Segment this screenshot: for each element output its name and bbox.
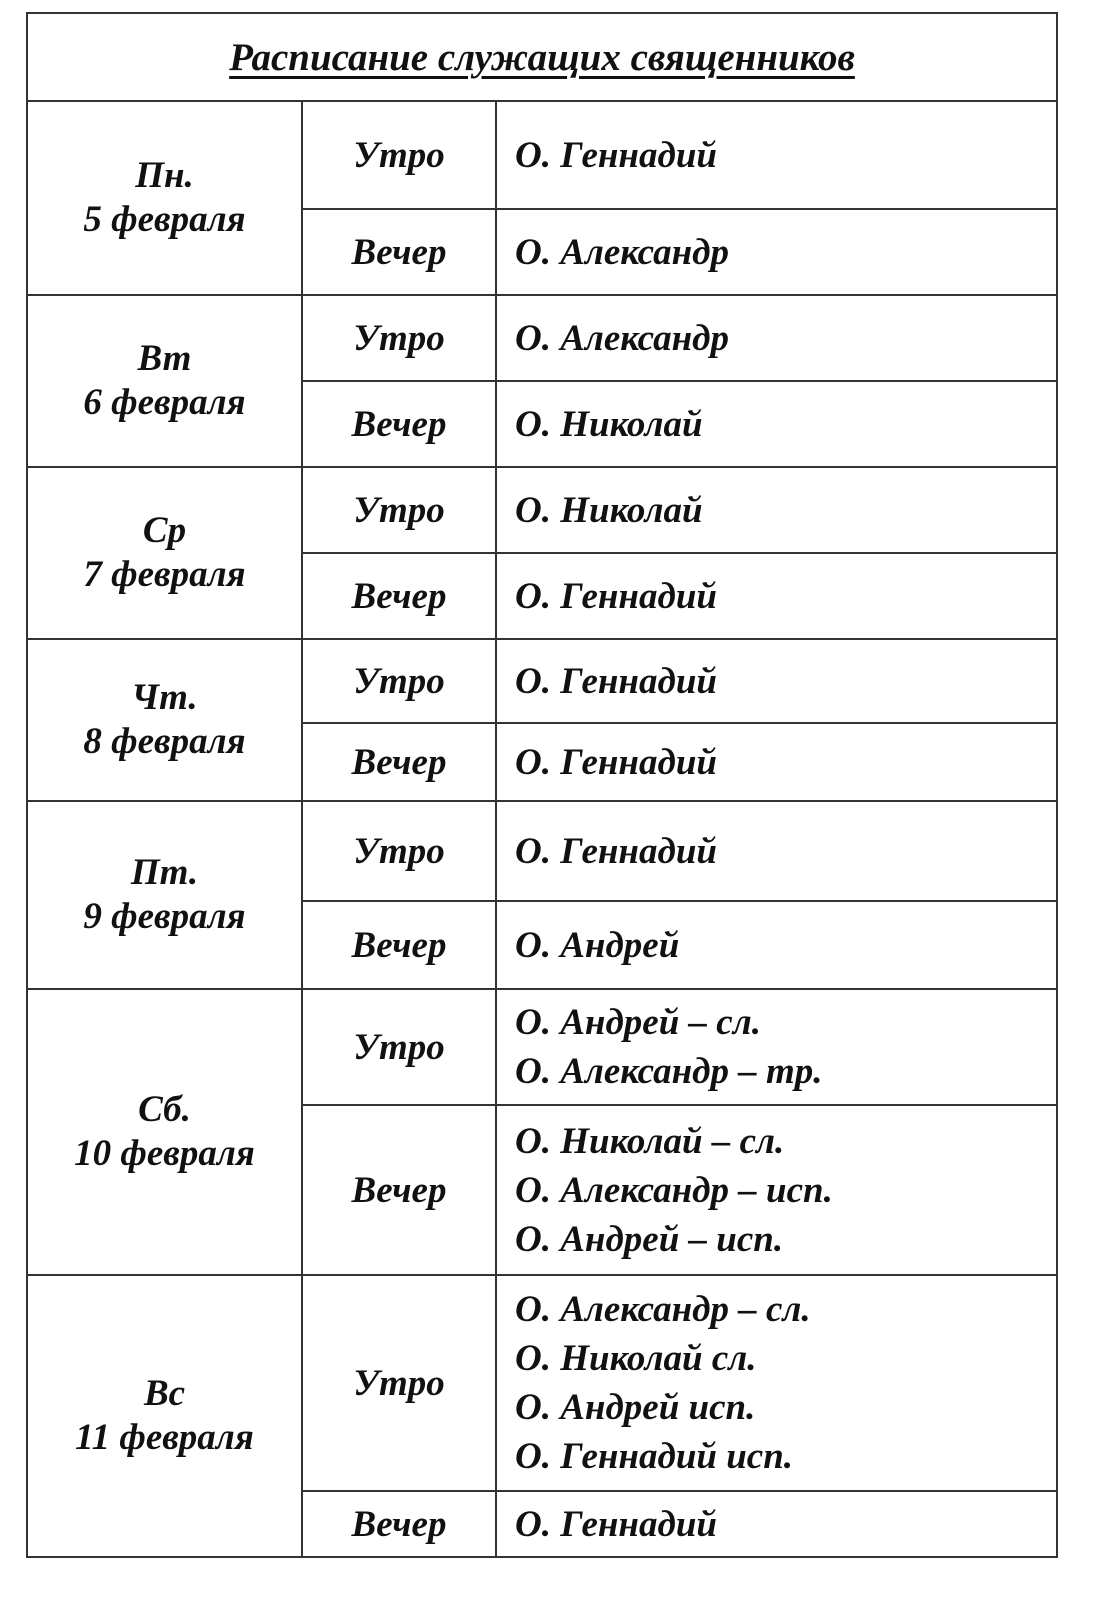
- service-period: Утро: [302, 801, 496, 901]
- priest-name: О. Геннадий: [515, 134, 717, 176]
- service-period: Утро: [302, 467, 496, 553]
- schedule-row: [27, 639, 1057, 723]
- priest-cell: [496, 1105, 1057, 1275]
- day-date: 6 февраля: [83, 382, 246, 423]
- service-period: Вечер: [302, 723, 496, 801]
- priest-name: О. Геннадий: [515, 830, 717, 872]
- priest-cell: [496, 801, 1057, 901]
- priest-name: О. Николай сл.: [515, 1338, 757, 1379]
- day-name: Ср: [142, 510, 187, 551]
- title-row: [27, 13, 1057, 101]
- service-period: Утро: [302, 989, 496, 1105]
- schedule-body: [27, 13, 1057, 1557]
- schedule-table: [26, 12, 1058, 1558]
- service-period: Вечер: [302, 381, 496, 467]
- schedule-row: [27, 1275, 1057, 1491]
- day-cell: [27, 801, 302, 989]
- priest-cell: [496, 1275, 1057, 1491]
- priest-name: О. Александр – сл.: [515, 1289, 811, 1330]
- schedule-row: [27, 989, 1057, 1105]
- day-name: Пн.: [135, 155, 194, 196]
- service-period: Вечер: [302, 901, 496, 989]
- priest-name: О. Геннадий: [515, 1503, 717, 1545]
- day-date: 10 февраля: [74, 1133, 255, 1174]
- priest-name: О. Андрей – исп.: [515, 1218, 784, 1260]
- day-date: 7 февраля: [83, 554, 246, 595]
- priest-cell: [496, 381, 1057, 467]
- priest-name: О. Александр – исп.: [515, 1169, 833, 1211]
- priest-name: О. Андрей – сл.: [515, 1002, 761, 1043]
- day-date: 11 февраля: [75, 1417, 254, 1458]
- priest-name: О. Александр – тр.: [515, 1051, 823, 1092]
- priest-name: О. Геннадий: [515, 660, 717, 702]
- priest-name: О. Андрей: [515, 924, 680, 966]
- day-name: Пт.: [130, 852, 199, 893]
- title-cell: [27, 13, 1057, 101]
- service-period: Вечер: [302, 553, 496, 639]
- service-period: Утро: [302, 1275, 496, 1491]
- priest-cell: [496, 295, 1057, 381]
- priest-name: О. Александр: [515, 231, 730, 273]
- service-period: Утро: [302, 639, 496, 723]
- priest-cell: [496, 467, 1057, 553]
- priest-name: О. Николай: [515, 403, 703, 445]
- day-name: Вс: [143, 1373, 186, 1414]
- day-cell: [27, 295, 302, 467]
- day-cell: [27, 101, 302, 295]
- priest-name: О. Александр: [515, 317, 730, 359]
- priest-cell: [496, 989, 1057, 1105]
- day-cell: [27, 989, 302, 1275]
- priest-name: О. Николай: [515, 489, 703, 531]
- day-name: Вт: [137, 338, 192, 379]
- service-period: Вечер: [302, 1105, 496, 1275]
- priest-name: О. Николай – сл.: [515, 1120, 785, 1162]
- schedule-row: [27, 801, 1057, 901]
- priest-cell: [496, 723, 1057, 801]
- schedule-row: [27, 101, 1057, 209]
- priest-name: О. Андрей исп.: [515, 1387, 756, 1428]
- priest-cell: [496, 209, 1057, 295]
- day-name: Чт.: [131, 677, 198, 718]
- service-period: Утро: [302, 295, 496, 381]
- priest-cell: [496, 901, 1057, 989]
- service-period: Вечер: [302, 1491, 496, 1557]
- service-period: Вечер: [302, 209, 496, 295]
- service-period: Утро: [302, 101, 496, 209]
- day-date: 5 февраля: [83, 199, 246, 240]
- priest-cell: [496, 1491, 1057, 1557]
- day-name: Сб.: [138, 1089, 191, 1130]
- priest-cell: [496, 101, 1057, 209]
- day-cell: [27, 467, 302, 639]
- day-cell: [27, 639, 302, 801]
- priest-name: О. Геннадий исп.: [515, 1436, 794, 1477]
- priest-name: О. Геннадий: [515, 741, 717, 783]
- priest-cell: [496, 553, 1057, 639]
- day-date: 9 февраля: [83, 896, 246, 937]
- day-date: 8 февраля: [83, 721, 246, 762]
- schedule-title: Расписание служащих священников: [229, 35, 855, 79]
- schedule-row: [27, 295, 1057, 381]
- day-cell: [27, 1275, 302, 1557]
- schedule-row: [27, 467, 1057, 553]
- priest-cell: [496, 639, 1057, 723]
- priest-name: О. Геннадий: [515, 575, 717, 617]
